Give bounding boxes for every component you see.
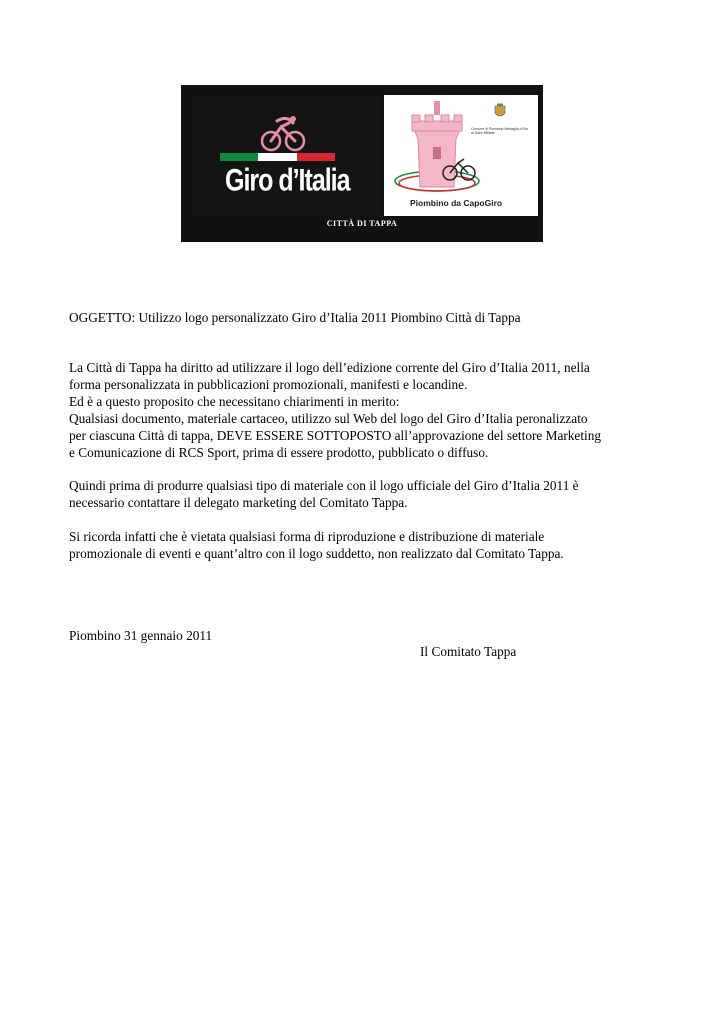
paragraph-line: forma personalizzata in pubblicazioni promozionali, manifesti e locandine. bbox=[69, 377, 468, 392]
tower-icon bbox=[392, 99, 482, 199]
giro-logo-banner bbox=[181, 85, 543, 242]
paragraph-3 bbox=[69, 528, 564, 562]
piombino-panel bbox=[384, 95, 538, 216]
paragraph-line: per ciascuna Città di tappa, DEVE ESSERE SOTTOPOSTO all’approvazione del settore Marketing bbox=[69, 428, 602, 443]
logo-inner bbox=[193, 95, 531, 216]
italian-flag bbox=[220, 153, 335, 161]
paragraph-line: e Comunicazione di RCS Sport, prima di essere prodotto, pubblicato o diffuso. bbox=[69, 445, 489, 460]
coat-of-arms-icon bbox=[494, 103, 506, 119]
paragraph-line: Ed è a questo proposito che necessitano chiarimenti in merito: bbox=[69, 394, 400, 409]
letter-date: Piombino 31 gennaio 2011 bbox=[69, 628, 213, 643]
comune-text: Comune di Piombino Medaglia d’Oro al Valor Militare bbox=[471, 127, 529, 135]
paragraph-line: necessario contattare il delegato marketing del Comitato Tappa. bbox=[69, 495, 408, 510]
piombino-label: Piombino da CapoGiro bbox=[410, 198, 503, 208]
paragraph-line: Qualsiasi documento, materiale cartaceo, utilizzo sul Web del logo del Giro d’Italia peronalizzato bbox=[69, 411, 588, 426]
cyclist-icon bbox=[253, 113, 313, 153]
citta-di-tappa-label: CITTÀ DI TAPPA bbox=[326, 219, 398, 228]
paragraph-line: La Città di Tappa ha diritto ad utilizzare il logo dell’edizione corrente del Giro d’Italia 2011, nella bbox=[69, 360, 590, 375]
giro-text: Giro d’Italia bbox=[225, 163, 350, 198]
paragraph-1 bbox=[69, 359, 601, 461]
paragraph-2 bbox=[69, 477, 579, 511]
paragraph-line: promozionale di eventi e quant’altro con il logo suddetto, non realizzato dal Comitato Tappa. bbox=[69, 546, 564, 561]
paragraph-line: Si ricorda infatti che è vietata qualsiasi forma di riproduzione e distribuzione di materiale bbox=[69, 529, 545, 544]
paragraph-line: Quindi prima di produrre qualsiasi tipo di materiale con il logo ufficiale del Giro d’Italia 2011 è bbox=[69, 478, 579, 493]
giro-panel bbox=[193, 95, 380, 216]
letter-signature: Il Comitato Tappa bbox=[420, 644, 517, 659]
letter-subject: OGGETTO: Utilizzo logo personalizzato Giro d’Italia 2011 Piombino Città di Tappa bbox=[69, 310, 521, 325]
